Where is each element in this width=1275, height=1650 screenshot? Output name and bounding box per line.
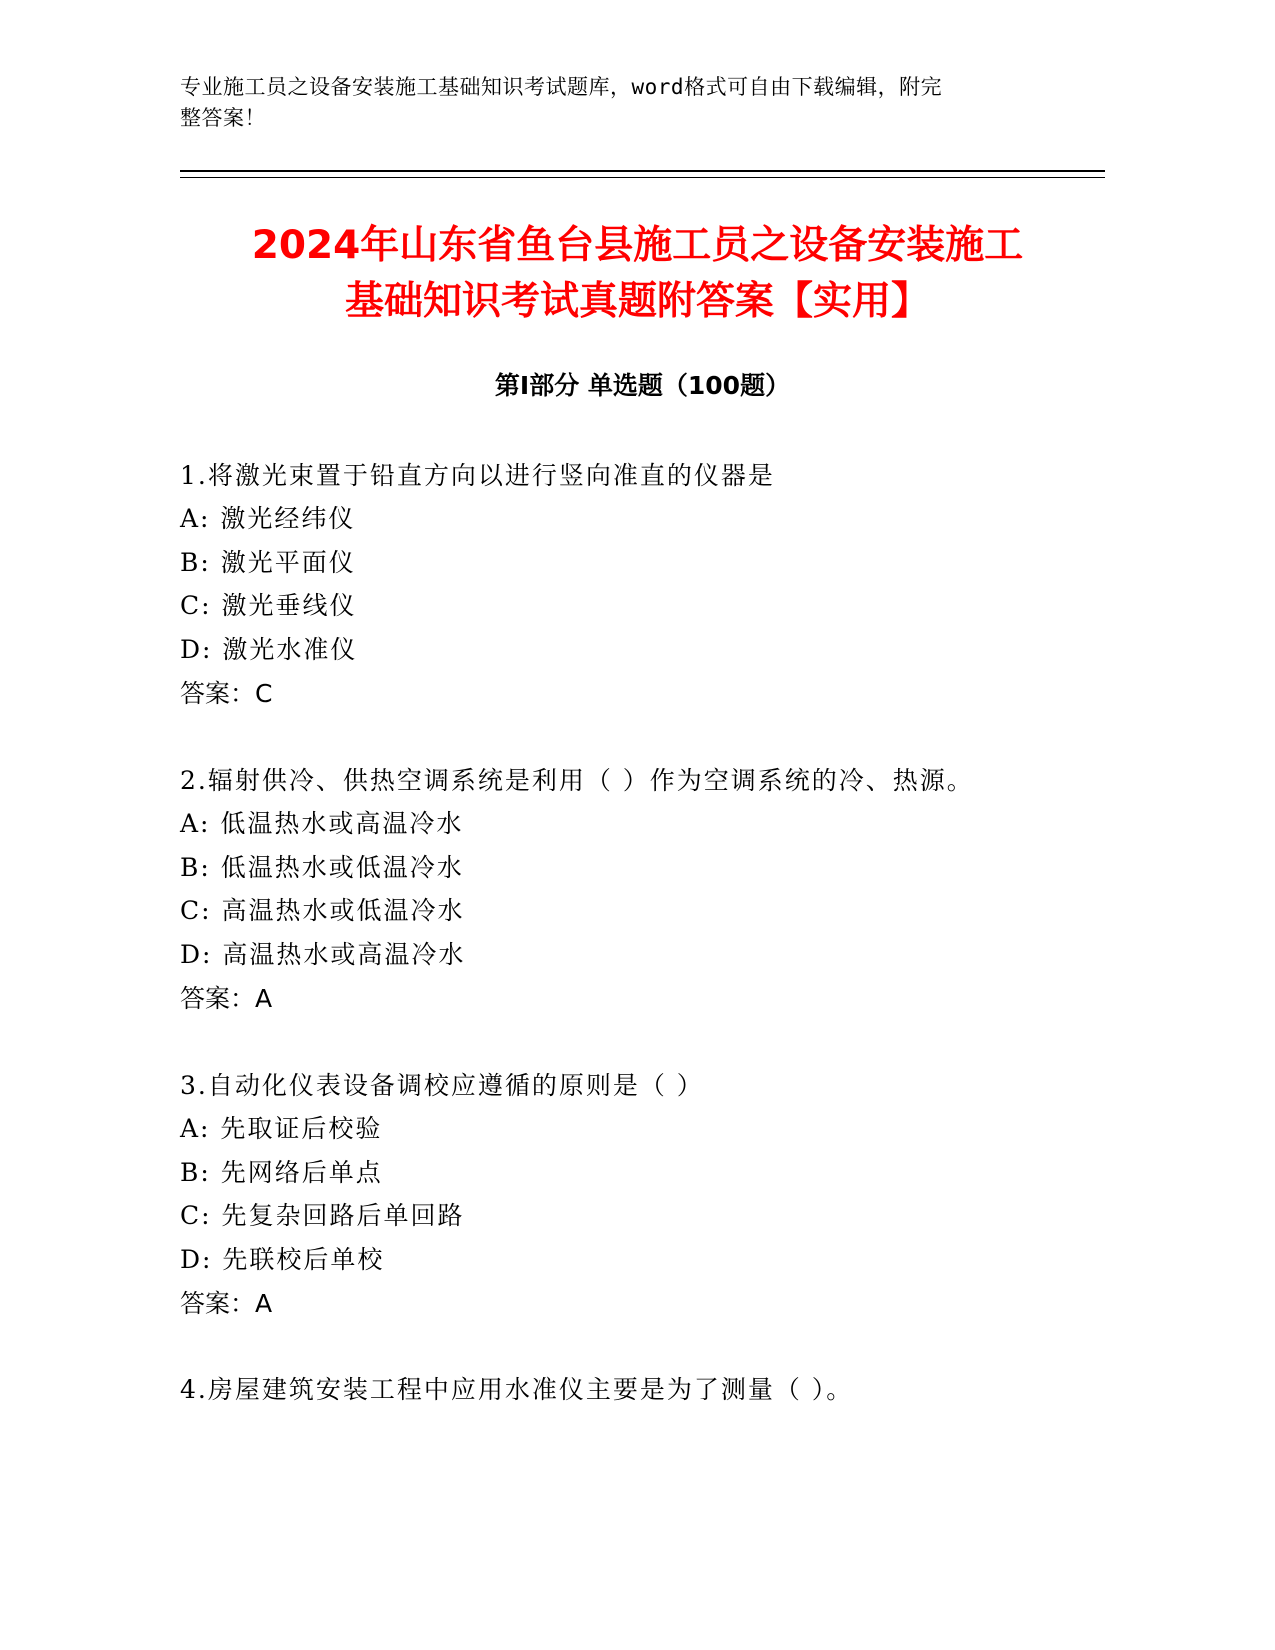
option-b: B: 先网络后单点 (180, 1158, 383, 1187)
option-b: B: 激光平面仪 (180, 548, 356, 577)
option-c: C: 激光垂线仪 (180, 591, 357, 620)
question-stem: 4.房屋建筑安装工程中应用水准仪主要是为了测量（ ）。 (180, 1375, 854, 1404)
question-stem: 2.辐射供冷、供热空调系统是利用（ ）作为空调系统的冷、热源。 (180, 766, 974, 795)
document-title-line2: 基础知识考试真题附答案【实用】 (344, 279, 930, 324)
header-note (180, 72, 1040, 134)
option-c: C: 先复杂回路后单回路 (180, 1201, 465, 1230)
option-d: D: 先联校后单校 (180, 1245, 385, 1274)
option-c: C: 高温热水或低温冷水 (180, 896, 465, 925)
header-note-line1: 专业施工员之设备安装施工基础知识考试题库，word格式可自由下载编辑，附完 (180, 75, 943, 99)
document-title-line1: 2024年山东省鱼台县施工员之设备安装施工 (251, 223, 1024, 268)
option-a: A: 低温热水或高温冷水 (180, 809, 464, 838)
question-stem: 1.将激光束置于铅直方向以进行竖向准直的仪器是 (180, 461, 775, 490)
header-divider-thin (180, 177, 1105, 178)
option-b: B: 低温热水或低温冷水 (180, 853, 464, 882)
section-title: 第Ⅰ部分 单选题（100题） (494, 371, 791, 400)
document-title (150, 218, 1125, 330)
option-d: D: 激光水准仪 (180, 635, 358, 664)
option-a: A: 先取证后校验 (180, 1114, 383, 1143)
header-note-line2: 整答案！ (180, 106, 266, 130)
question-stem: 3.自动化仪表设备调校应遵循的原则是（ ） (180, 1071, 704, 1100)
option-d: D: 高温热水或高温冷水 (180, 940, 466, 969)
header-divider-thick (180, 170, 1105, 172)
answer: 答案：A (180, 984, 273, 1013)
option-a: A: 激光经纬仪 (180, 504, 356, 533)
answer: 答案：A (180, 1289, 273, 1318)
answer: 答案：C (180, 679, 273, 708)
